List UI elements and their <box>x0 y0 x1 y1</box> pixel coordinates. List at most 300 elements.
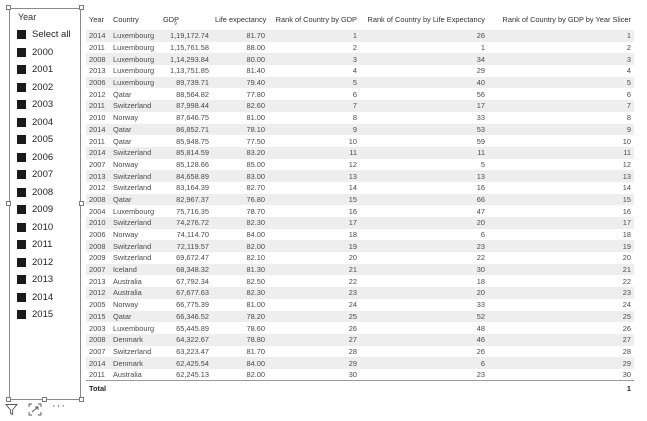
cell-year: 2012 <box>86 182 110 194</box>
cell-country: Switzerland <box>110 147 160 159</box>
cell-gdp: 87,998.44 <box>160 100 212 112</box>
cell-rank-by-gdp: 9 <box>268 124 360 136</box>
cell-gdp: 84,658.89 <box>160 170 212 182</box>
cell-year: 2009 <box>86 252 110 264</box>
cell-country: Qatar <box>110 88 160 100</box>
cell-country: Luxembourg <box>110 53 160 65</box>
cell-rank-by-gdp: 24 <box>268 299 360 311</box>
cell-country: Denmark <box>110 334 160 346</box>
checkbox-checked-icon[interactable] <box>17 48 26 57</box>
column-header-country[interactable]: Country <box>113 14 139 24</box>
checkbox-checked-icon[interactable] <box>17 65 26 74</box>
cell-rank-by-gdp: 7 <box>268 100 360 112</box>
table-row[interactable] <box>86 147 634 159</box>
table-row[interactable] <box>86 124 634 136</box>
cell-gdp: 66,346.52 <box>160 311 212 323</box>
checkbox-checked-icon[interactable] <box>17 258 26 267</box>
cell-gdp: 89,739.71 <box>160 77 212 89</box>
table-row[interactable] <box>86 65 634 77</box>
cell-life-expectancy: 83.00 <box>212 170 268 182</box>
total-cell <box>160 381 212 397</box>
cell-rank-by-life-expectancy: 18 <box>360 275 488 287</box>
total-label: Total <box>86 381 110 397</box>
cell-rank-by-gdp: 27 <box>268 334 360 346</box>
cell-country: Qatar <box>110 194 160 206</box>
slicer-item-label: 2000 <box>32 46 54 58</box>
slicer-item-label: 2006 <box>32 151 54 163</box>
checkbox-checked-icon[interactable] <box>17 30 26 39</box>
resize-handle-middle-left[interactable] <box>6 201 11 206</box>
cell-gdp: 64,322.67 <box>160 334 212 346</box>
cell-rank-by-gdp: 28 <box>268 346 360 358</box>
cell-rank-by-gdp-by-year-slicer: 24 <box>488 299 634 311</box>
table-row[interactable] <box>86 100 634 112</box>
cell-rank-by-gdp-by-year-slicer: 5 <box>488 77 634 89</box>
cell-rank-by-life-expectancy: 59 <box>360 135 488 147</box>
slicer-item-label: 2015 <box>32 309 54 321</box>
slicer-item[interactable] <box>17 114 79 132</box>
slicer-item-label: 2008 <box>32 186 54 198</box>
column-header-rank-by-gdp-by-year-slicer[interactable]: Rank of Country by GDP by Year Slicer <box>502 14 631 24</box>
cell-rank-by-gdp-by-year-slicer: 22 <box>488 275 634 287</box>
cell-life-expectancy: 81.70 <box>212 30 268 42</box>
cell-rank-by-gdp: 11 <box>268 147 360 159</box>
table-row[interactable] <box>86 264 634 276</box>
slicer-item[interactable] <box>17 271 79 289</box>
table-row[interactable] <box>86 170 634 182</box>
cell-rank-by-life-expectancy: 29 <box>360 65 488 77</box>
table-row[interactable] <box>86 205 634 217</box>
cell-country: Switzerland <box>110 100 160 112</box>
slicer-item[interactable] <box>17 219 79 237</box>
slicer-item-label: 2004 <box>32 116 54 128</box>
cell-rank-by-gdp: 2 <box>268 42 360 54</box>
table-row[interactable] <box>86 322 634 334</box>
filter-icon[interactable] <box>5 402 18 416</box>
cell-rank-by-gdp: 19 <box>268 240 360 252</box>
cell-rank-by-gdp-by-year-slicer: 7 <box>488 100 634 112</box>
cell-rank-by-gdp: 8 <box>268 112 360 124</box>
resize-handle-top-left[interactable] <box>6 5 11 10</box>
cell-life-expectancy: 82.00 <box>212 369 268 381</box>
slicer-item-label: 2010 <box>32 221 54 233</box>
cell-country: Switzerland <box>110 346 160 358</box>
total-value: 1 <box>488 381 634 397</box>
cell-country: Switzerland <box>110 217 160 229</box>
table-total-row <box>86 381 634 397</box>
cell-rank-by-gdp: 21 <box>268 264 360 276</box>
table-row[interactable] <box>86 42 634 54</box>
cell-rank-by-gdp-by-year-slicer: 11 <box>488 147 634 159</box>
cell-life-expectancy: 81.40 <box>212 65 268 77</box>
cell-rank-by-gdp: 17 <box>268 217 360 229</box>
cell-gdp: 66,775.39 <box>160 299 212 311</box>
cell-country: Norway <box>110 112 160 124</box>
cell-gdp: 69,672.47 <box>160 252 212 264</box>
cell-gdp: 75,716.35 <box>160 205 212 217</box>
cell-rank-by-gdp: 1 <box>268 30 360 42</box>
table-row[interactable] <box>86 88 634 100</box>
cell-rank-by-gdp-by-year-slicer: 12 <box>488 159 634 171</box>
cell-rank-by-life-expectancy: 66 <box>360 194 488 206</box>
cell-rank-by-gdp: 3 <box>268 53 360 65</box>
cell-year: 2006 <box>86 229 110 241</box>
cell-rank-by-gdp-by-year-slicer: 27 <box>488 334 634 346</box>
cell-country: Denmark <box>110 357 160 369</box>
slicer-item[interactable] <box>17 306 79 324</box>
cell-rank-by-life-expectancy: 20 <box>360 287 488 299</box>
cell-life-expectancy: 78.20 <box>212 311 268 323</box>
slicer-item[interactable] <box>17 149 79 167</box>
slicer-item-label: 2001 <box>32 64 54 76</box>
cell-country: Australia <box>110 287 160 299</box>
cell-country: Australia <box>110 369 160 381</box>
cell-rank-by-life-expectancy: 53 <box>360 124 488 136</box>
column-header-rank-by-gdp[interactable]: Rank of Country by GDP <box>275 14 357 24</box>
cell-year: 2008 <box>86 240 110 252</box>
cell-life-expectancy: 84.00 <box>212 357 268 369</box>
slicer-item[interactable] <box>17 289 79 307</box>
cell-year: 2013 <box>86 170 110 182</box>
total-cell <box>110 381 160 397</box>
cell-gdp: 72,119.57 <box>160 240 212 252</box>
cell-year: 2005 <box>86 299 110 311</box>
checkbox-checked-icon[interactable] <box>17 83 26 92</box>
cell-life-expectancy: 78.60 <box>212 322 268 334</box>
cell-rank-by-life-expectancy: 26 <box>360 346 488 358</box>
table-row[interactable] <box>86 369 634 381</box>
table-row[interactable] <box>86 357 634 369</box>
column-header-gdp[interactable] <box>160 8 212 30</box>
cell-rank-by-gdp-by-year-slicer: 6 <box>488 88 634 100</box>
cell-gdp: 62,245.13 <box>160 369 212 381</box>
checkbox-checked-icon[interactable] <box>17 293 26 302</box>
cell-life-expectancy: 83.20 <box>212 147 268 159</box>
cell-gdp: 67,792.34 <box>160 275 212 287</box>
cell-gdp: 74,276.72 <box>160 217 212 229</box>
cell-life-expectancy: 80.00 <box>212 53 268 65</box>
cell-rank-by-life-expectancy: 11 <box>360 147 488 159</box>
cell-country: Luxembourg <box>110 30 160 42</box>
cell-rank-by-life-expectancy: 6 <box>360 229 488 241</box>
cell-rank-by-gdp: 20 <box>268 252 360 264</box>
cell-gdp: 85,128.66 <box>160 159 212 171</box>
slicer-item-list <box>17 26 79 324</box>
cell-gdp: 86,852.71 <box>160 124 212 136</box>
cell-rank-by-gdp-by-year-slicer: 30 <box>488 369 634 381</box>
checkbox-checked-icon[interactable] <box>17 223 26 232</box>
cell-life-expectancy: 84.00 <box>212 229 268 241</box>
cell-gdp: 67,677.63 <box>160 287 212 299</box>
cell-rank-by-gdp-by-year-slicer: 18 <box>488 229 634 241</box>
cell-rank-by-gdp: 5 <box>268 77 360 89</box>
cell-year: 2004 <box>86 205 110 217</box>
total-cell <box>212 381 268 397</box>
cell-life-expectancy: 82.30 <box>212 287 268 299</box>
cell-country: Norway <box>110 159 160 171</box>
cell-rank-by-life-expectancy: 16 <box>360 182 488 194</box>
cell-year: 2007 <box>86 346 110 358</box>
cell-life-expectancy: 82.60 <box>212 100 268 112</box>
cell-country: Luxembourg <box>110 205 160 217</box>
table-row[interactable] <box>86 287 634 299</box>
cell-rank-by-life-expectancy: 20 <box>360 217 488 229</box>
checkbox-checked-icon[interactable] <box>17 170 26 179</box>
slicer-item[interactable] <box>17 79 79 97</box>
table-row[interactable] <box>86 30 634 42</box>
table-row[interactable] <box>86 112 634 124</box>
cell-rank-by-gdp-by-year-slicer: 3 <box>488 53 634 65</box>
cell-year: 2010 <box>86 217 110 229</box>
cell-rank-by-life-expectancy: 1 <box>360 42 488 54</box>
cell-rank-by-life-expectancy: 5 <box>360 159 488 171</box>
data-table[interactable] <box>86 8 634 408</box>
table-row[interactable] <box>86 194 634 206</box>
cell-rank-by-gdp-by-year-slicer: 25 <box>488 311 634 323</box>
cell-gdp: 85,948.75 <box>160 135 212 147</box>
cell-year: 2014 <box>86 124 110 136</box>
cell-rank-by-gdp-by-year-slicer: 9 <box>488 124 634 136</box>
cell-rank-by-gdp: 30 <box>268 369 360 381</box>
cell-country: Luxembourg <box>110 42 160 54</box>
cell-year: 2008 <box>86 194 110 206</box>
slicer-item[interactable] <box>17 254 79 272</box>
cell-year: 2011 <box>86 100 110 112</box>
cell-life-expectancy: 81.00 <box>212 112 268 124</box>
cell-gdp: 68,348.32 <box>160 264 212 276</box>
cell-rank-by-gdp: 15 <box>268 194 360 206</box>
cell-rank-by-life-expectancy: 22 <box>360 252 488 264</box>
cell-country: Switzerland <box>110 252 160 264</box>
table-row[interactable] <box>86 240 634 252</box>
cell-gdp: 62,425.54 <box>160 357 212 369</box>
table-row[interactable] <box>86 217 634 229</box>
table-row[interactable] <box>86 252 634 264</box>
checkbox-checked-icon[interactable] <box>17 205 26 214</box>
resize-handle-bottom-right[interactable] <box>79 397 84 402</box>
cell-rank-by-life-expectancy: 30 <box>360 264 488 276</box>
cell-life-expectancy: 82.70 <box>212 182 268 194</box>
cell-year: 2015 <box>86 311 110 323</box>
checkbox-checked-icon[interactable] <box>17 240 26 249</box>
more-options-icon[interactable]: ··· <box>52 400 66 412</box>
cell-rank-by-gdp: 14 <box>268 182 360 194</box>
cell-rank-by-life-expectancy: 23 <box>360 369 488 381</box>
slicer-item-label: 2002 <box>32 81 54 93</box>
cell-life-expectancy: 77.80 <box>212 88 268 100</box>
visual-toolbar <box>5 402 66 416</box>
checkbox-checked-icon[interactable] <box>17 100 26 109</box>
checkbox-checked-icon[interactable] <box>17 275 26 284</box>
cell-year: 2013 <box>86 65 110 77</box>
cell-rank-by-gdp-by-year-slicer: 2 <box>488 42 634 54</box>
cell-life-expectancy: 81.00 <box>212 299 268 311</box>
column-header-year[interactable]: Year <box>89 14 104 24</box>
slicer-item-label: 2013 <box>32 274 54 286</box>
checkbox-checked-icon[interactable] <box>17 310 26 319</box>
cell-rank-by-gdp-by-year-slicer: 21 <box>488 264 634 276</box>
table-row[interactable] <box>86 311 634 323</box>
slicer-item[interactable] <box>17 96 79 114</box>
table-row[interactable] <box>86 159 634 171</box>
resize-handle-top-right[interactable] <box>79 5 84 10</box>
cell-rank-by-gdp: 16 <box>268 205 360 217</box>
cell-rank-by-gdp-by-year-slicer: 23 <box>488 287 634 299</box>
cell-gdp: 88,564.82 <box>160 88 212 100</box>
cell-rank-by-life-expectancy: 33 <box>360 299 488 311</box>
cell-rank-by-gdp-by-year-slicer: 20 <box>488 252 634 264</box>
cell-rank-by-life-expectancy: 46 <box>360 334 488 346</box>
slicer-item[interactable] <box>17 166 79 184</box>
sort-descending-icon[interactable]: ˅ <box>174 22 178 28</box>
slicer-item-label: 2009 <box>32 204 54 216</box>
slicer-item[interactable] <box>17 131 79 149</box>
cell-life-expectancy: 82.10 <box>212 252 268 264</box>
cell-country: Qatar <box>110 124 160 136</box>
cell-rank-by-gdp: 10 <box>268 135 360 147</box>
table-row[interactable] <box>86 346 634 358</box>
cell-gdp: 1,13,751.85 <box>160 65 212 77</box>
cell-life-expectancy: 81.70 <box>212 346 268 358</box>
slicer-item-label: 2012 <box>32 256 54 268</box>
table-row[interactable] <box>86 334 634 346</box>
total-cell <box>360 381 488 397</box>
cell-rank-by-gdp: 12 <box>268 159 360 171</box>
cell-gdp: 74,114.70 <box>160 229 212 241</box>
cell-country: Qatar <box>110 311 160 323</box>
column-header-life-expectancy[interactable]: Life expectancy <box>215 14 267 24</box>
cell-gdp: 82,967.37 <box>160 194 212 206</box>
table-row[interactable] <box>86 182 634 194</box>
cell-rank-by-life-expectancy: 47 <box>360 205 488 217</box>
cell-rank-by-life-expectancy: 13 <box>360 170 488 182</box>
cell-country: Switzerland <box>110 170 160 182</box>
table-row[interactable] <box>86 275 634 287</box>
slicer-item-label: 2005 <box>32 134 54 146</box>
cell-rank-by-gdp: 25 <box>268 311 360 323</box>
cell-life-expectancy: 78.70 <box>212 205 268 217</box>
cell-rank-by-gdp-by-year-slicer: 17 <box>488 217 634 229</box>
cell-life-expectancy: 77.50 <box>212 135 268 147</box>
cell-country: Switzerland <box>110 182 160 194</box>
cell-country: Norway <box>110 299 160 311</box>
slicer-item-label: 2007 <box>32 169 54 181</box>
cell-rank-by-gdp-by-year-slicer: 4 <box>488 65 634 77</box>
cell-life-expectancy: 82.50 <box>212 275 268 287</box>
slicer-item-label: 2011 <box>32 239 53 251</box>
cell-rank-by-life-expectancy: 40 <box>360 77 488 89</box>
cell-rank-by-gdp-by-year-slicer: 8 <box>488 112 634 124</box>
cell-rank-by-life-expectancy: 33 <box>360 112 488 124</box>
cell-year: 2010 <box>86 112 110 124</box>
slicer-item-label: 2014 <box>32 291 54 303</box>
focus-mode-icon[interactable] <box>28 402 42 416</box>
cell-year: 2003 <box>86 322 110 334</box>
column-header-gdp-label: GDP <box>163 14 180 24</box>
cell-rank-by-life-expectancy: 52 <box>360 311 488 323</box>
cell-gdp: 1,19,172.74 <box>160 30 212 42</box>
checkbox-checked-icon[interactable] <box>17 188 26 197</box>
cell-life-expectancy: 88.00 <box>212 42 268 54</box>
table-row[interactable] <box>86 229 634 241</box>
cell-year: 2008 <box>86 334 110 346</box>
cell-year: 2014 <box>86 357 110 369</box>
cell-rank-by-life-expectancy: 17 <box>360 100 488 112</box>
slicer-item[interactable] <box>17 61 79 79</box>
column-header-rank-by-life-expectancy[interactable]: Rank of Country by Life Expectancy <box>367 14 485 24</box>
cell-year: 2008 <box>86 53 110 65</box>
table-row[interactable] <box>86 53 634 65</box>
cell-life-expectancy: 81.30 <box>212 264 268 276</box>
cell-rank-by-gdp: 22 <box>268 275 360 287</box>
cell-gdp: 65,445.89 <box>160 322 212 334</box>
cell-year: 2007 <box>86 159 110 171</box>
cell-rank-by-gdp: 18 <box>268 229 360 241</box>
slicer-item[interactable] <box>17 236 79 254</box>
year-slicer[interactable] <box>9 8 81 400</box>
cell-rank-by-gdp-by-year-slicer: 15 <box>488 194 634 206</box>
cell-year: 2014 <box>86 147 110 159</box>
total-cell <box>268 381 360 397</box>
table-row[interactable] <box>86 135 634 147</box>
cell-year: 2011 <box>86 369 110 381</box>
cell-gdp: 87,646.75 <box>160 112 212 124</box>
cell-rank-by-life-expectancy: 26 <box>360 30 488 42</box>
cell-rank-by-life-expectancy: 48 <box>360 322 488 334</box>
cell-rank-by-gdp-by-year-slicer: 19 <box>488 240 634 252</box>
cell-rank-by-gdp-by-year-slicer: 10 <box>488 135 634 147</box>
cell-year: 2013 <box>86 275 110 287</box>
cell-life-expectancy: 76.80 <box>212 194 268 206</box>
table-row[interactable] <box>86 299 634 311</box>
slicer-item[interactable] <box>17 184 79 202</box>
cell-rank-by-gdp-by-year-slicer: 28 <box>488 346 634 358</box>
cell-life-expectancy: 78.10 <box>212 124 268 136</box>
cell-country: Qatar <box>110 135 160 147</box>
table-row[interactable] <box>86 77 634 89</box>
checkbox-checked-icon[interactable] <box>17 135 26 144</box>
slicer-item-select-all[interactable] <box>17 26 79 44</box>
cell-year: 2014 <box>86 30 110 42</box>
cell-rank-by-gdp: 29 <box>268 357 360 369</box>
cell-rank-by-gdp-by-year-slicer: 13 <box>488 170 634 182</box>
cell-gdp: 1,14,293.84 <box>160 53 212 65</box>
slicer-item[interactable] <box>17 201 79 219</box>
cell-year: 2012 <box>86 287 110 299</box>
cell-rank-by-gdp-by-year-slicer: 16 <box>488 205 634 217</box>
cell-country: Luxembourg <box>110 65 160 77</box>
cell-gdp: 1,15,761.58 <box>160 42 212 54</box>
cell-life-expectancy: 82.00 <box>212 240 268 252</box>
resize-handle-middle-right[interactable] <box>79 201 84 206</box>
cell-life-expectancy: 79.40 <box>212 77 268 89</box>
cell-country: Iceland <box>110 264 160 276</box>
table-header-row <box>86 8 634 30</box>
cell-rank-by-gdp-by-year-slicer: 14 <box>488 182 634 194</box>
cell-country: Luxembourg <box>110 77 160 89</box>
cell-country: Luxembourg <box>110 322 160 334</box>
checkbox-checked-icon[interactable] <box>17 153 26 162</box>
cell-gdp: 83,164.39 <box>160 182 212 194</box>
cell-rank-by-gdp: 13 <box>268 170 360 182</box>
slicer-item[interactable] <box>17 44 79 62</box>
cell-rank-by-gdp: 4 <box>268 65 360 77</box>
cell-year: 2006 <box>86 77 110 89</box>
cell-year: 2011 <box>86 135 110 147</box>
slicer-title: Year <box>18 12 37 22</box>
cell-life-expectancy: 85.00 <box>212 159 268 171</box>
checkbox-checked-icon[interactable] <box>17 118 26 127</box>
